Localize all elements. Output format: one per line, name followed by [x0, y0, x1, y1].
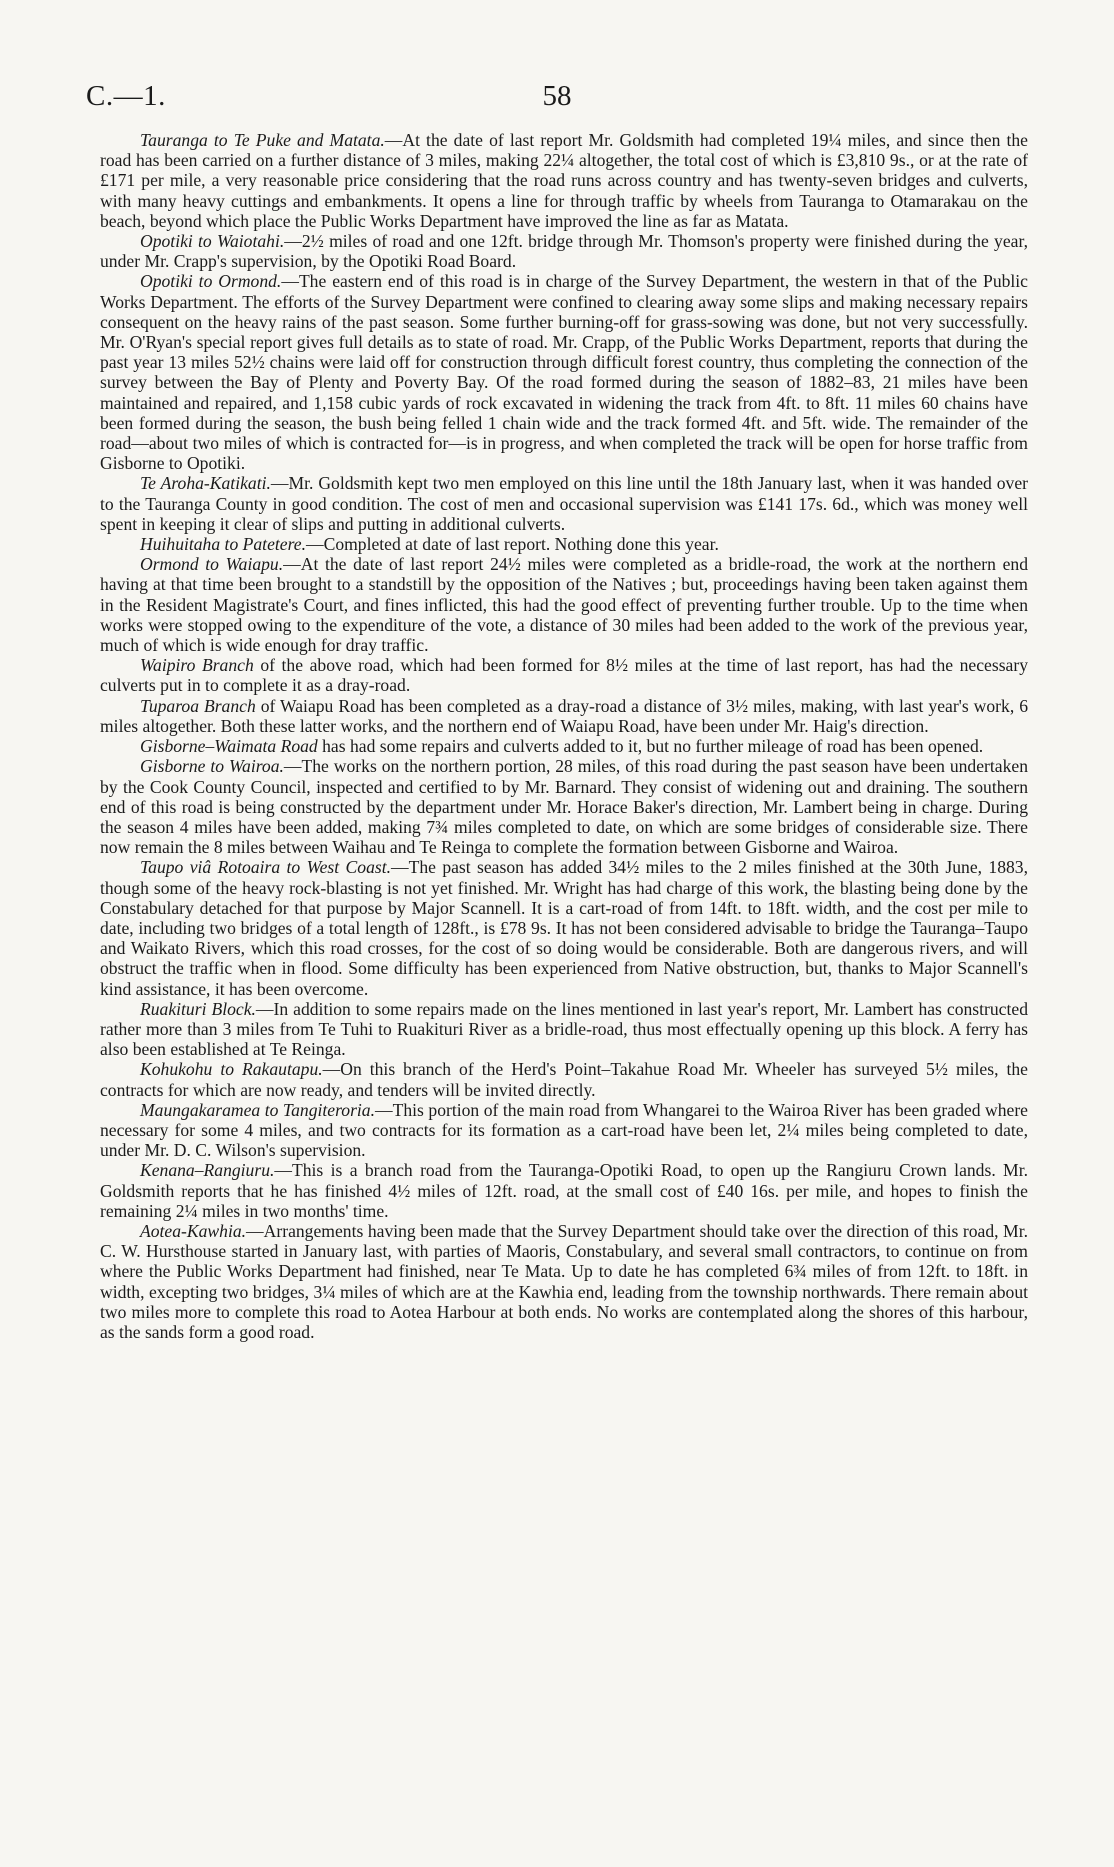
- paragraph: [100, 271, 1028, 473]
- paragraph-text: —Completed at date of last report. Nothing done this year.: [305, 534, 719, 555]
- paragraph-title: Taupo viâ Rotoaira to West Coast.: [140, 857, 391, 878]
- paragraph: [100, 1221, 1028, 1342]
- document-reference: C.—1.: [86, 80, 166, 112]
- paragraph-title: Tuparoa Branch: [140, 695, 256, 716]
- paragraph-text: —In addition to some repairs made on the lines mentioned in last year's report, Mr. Lambert has constructed rather more than 3 miles from Te Tuhi to Ruakituri River as a bridle-road, thus most effectually opening up this block. A ferry has also been established at Te Reinga.: [100, 998, 1028, 1060]
- paragraph-text: —Mr. Goldsmith kept two men employed on this line until the 18th January last, when it was handed over to the Tauranga County in good condition. The cost of men and occasional supervision was £141 17s. 6d., which was money well spent in keeping it clear of slips and putting in additional culverts.: [100, 473, 1029, 534]
- page-header: [86, 80, 1028, 120]
- body-text: [100, 130, 1028, 1342]
- paragraph-text: has had some repairs and culverts added to it, but no further mileage of road has been opened.: [317, 736, 984, 757]
- paragraph-title: Tauranga to Te Puke and Matata.: [140, 130, 385, 150]
- paragraph-title: Waipiro Branch: [140, 655, 254, 676]
- paragraph-text: —On this branch of the Herd's Point–Takahue Road Mr. Wheeler has surveyed 5½ miles, the contracts for which are now ready, and tenders will be invited directly.: [100, 1059, 1028, 1100]
- paragraph-title: Opotiki to Ormond.: [140, 271, 282, 292]
- paragraph-title: Opotiki to Waiotahi.: [140, 231, 285, 252]
- paragraph: [100, 231, 1028, 271]
- paragraph-text: —At the date of last report 24½ miles were completed as a bridle-road, the work at the northern end having at that time been brought to a standstill by the opposition of the Natives ; but, proceedings having been taken against them in the Resident Magistrate's Court, and fines inflicted, this had the good effect of preventing further trouble. Up to the time when works were stopped owing to the expenditure of the vote, a distance of 30 miles had been added to the work of the previous year, much of which is wide enough for dray traffic.: [100, 554, 1028, 656]
- paragraph: [100, 534, 1028, 554]
- paragraph-text: —The eastern end of this road is in charge of the Survey Department, the western in that of the Public Works Department. The efforts of the Survey Department were confined to clearing away some slips and making necessary repairs consequent on the heavy rains of the past season. Some further burning-off for grass-sowing was done, but not very successfully. Mr. O'Ryan's special report gives full details as to state of road. Mr. Crapp, of the Public Works Department, reports that during the past year 13 miles 52½ chains were laid off for construction through difficult forest country, thus completing the connection of the survey between the Bay of Plenty and Poverty Bay. Of the road formed during the season of 1882–83, 21 miles have been maintained and repaired, and 1,158 cubic yards of rock excavated in widening the track from 4ft. to 8ft. 11 miles 60 chains have been formed during the season, the bush being felled 1 chain wide and the track formed 4ft. and 5ft. wide. The remainder of the road—about two miles of which is contracted for—is in progress, and when completed the track will be open for horse traffic from Gisborne to Opotiki.: [100, 271, 1028, 474]
- paragraph-title: Kohukohu to Rakautapu.: [140, 1059, 323, 1080]
- paragraph-text: —The past season has added 34½ miles to the 2 miles finished at the 30th June, 1883, though some of the heavy rock-blasting is not yet finished. Mr. Wright has had charge of this work, the blasting being done by the Constabulary detached for that purpose by Major Scannell. It is a cart-road of from 14ft. to 18ft. width, and the cost per mile to date, including two bridges of a total length of 128ft., is £78 9s. It has not been considered advisable to bridge the Tauranga–Taupo and Waikato Rivers, which this road crosses, for the cost of so doing would be considerable. Both are dangerous rivers, and will obstruct the traffic when in flood. Some difficulty has been experienced from Native obstruction, but, thanks to Major Scannell's kind assistance, it has been overcome.: [100, 857, 1028, 999]
- paragraph: [100, 1100, 1028, 1161]
- page-number: 58: [542, 80, 572, 112]
- paragraph: [100, 473, 1028, 534]
- paragraph-title: Kenana–Rangiuru.: [140, 1160, 275, 1181]
- paragraph-title: Maungakaramea to Tangiteroria.: [140, 1099, 375, 1120]
- paragraph: [100, 756, 1028, 857]
- paragraph-title: Huihuitaha to Patetere.: [140, 534, 306, 555]
- paragraph-title: Ormond to Waiapu.: [140, 554, 284, 575]
- paragraph-text: —This is a branch road from the Tauranga-Opotiki Road, to open up the Rangiuru Crown lands. Mr. Goldsmith reports that he has finished 4½ miles of 12ft. road, at the small cost of £40 16s. per mile, and hopes to finish the remaining 2¼ miles in two months' time.: [100, 1160, 1028, 1221]
- paragraph: [100, 736, 1028, 756]
- paragraph: [100, 1160, 1028, 1221]
- paragraph-text: —2½ miles of road and one 12ft. bridge through Mr. Thomson's property were finished during the year, under Mr. Crapp's supervision, by the Opotiki Road Board.: [100, 231, 1028, 272]
- paragraph-text: —The works on the northern portion, 28 miles, of this road during the past season have been undertaken by the Cook County Council, inspected and certified to by Mr. Barnard. They consist of widening out and draining. The southern end of this road is being constructed by the department under Mr. Horace Baker's direction, Mr. Lambert being in charge. During the season 4 miles have been added, making 7¾ miles completed to date, on which are some bridges of considerable size. There now remain the 8 miles between Waihau and Te Reinga to complete the formation between Gisborne and Wairoa.: [100, 756, 1028, 858]
- paragraph: [100, 1059, 1028, 1099]
- paragraph-text: of Waiapu Road has been completed as a dray-road a distance of 3½ miles, making, with last year's work, 6 miles altogether. Both these latter works, and the northern end of Waiapu Road, have been under Mr. Haig's direction.: [100, 695, 1028, 736]
- paragraph: [100, 130, 1028, 231]
- paragraph-text: —Arrangements having been made that the Survey Department should take over the direction of this road, Mr. C. W. Hursthouse started in January last, with parties of Maoris, Constabulary, and several small contractors, to continue on from where the Public Works Department had finished, near Te Mata. Up to date he has completed 6¾ miles of from 12ft. to 18ft. in width, excepting two bridges, 3¼ miles of which are at the Kawhia end, leading from the township northwards. There remain about two miles more to complete this road to Aotea Harbour at both ends. No works are contemplated along the shores of this harbour, as the sands form a good road.: [100, 1220, 1028, 1342]
- paragraph-title: Gisborne to Wairoa.: [140, 756, 284, 777]
- paragraph-title: Ruakituri Block.: [140, 998, 256, 1019]
- paragraph: [100, 999, 1028, 1060]
- paragraph-title: Gisborne–Waimata Road: [140, 736, 318, 757]
- paragraph: [100, 655, 1028, 695]
- paragraph: [100, 554, 1028, 655]
- paragraph: [100, 857, 1028, 998]
- paragraph-text: —At the date of last report Mr. Goldsmith had completed 19¼ miles, and since then the road has been carried on a further distance of 3 miles, making 22¼ altogether, the total cost of which is £3,810 9s., or at the rate of £171 per mile, a very reasonable price considering that the road runs across country and has twenty-seven bridges and culverts, with many heavy cuttings and embankments. It opens a line for through traffic by wheels from Tauranga to Otamarakau on the beach, beyond which place the Public Works Department have improved the line as far as Matata.: [100, 130, 1028, 231]
- paragraph: [100, 696, 1028, 736]
- paragraph-title: Te Aroha-Katikati.: [140, 473, 271, 494]
- paragraph-text: of the above road, which had been formed for 8½ miles at the time of last report, has had the necessary culverts put in to complete it as a dray-road.: [100, 655, 1029, 696]
- paragraph-text: —This portion of the main road from Whangarei to the Wairoa River has been graded where necessary for some 4 miles, and two contracts for its formation as a cart-road have been let, 2¼ miles being completed to date, under Mr. D. C. Wilson's supervision.: [100, 1099, 1028, 1161]
- paragraph-title: Aotea-Kawhia.: [140, 1220, 247, 1241]
